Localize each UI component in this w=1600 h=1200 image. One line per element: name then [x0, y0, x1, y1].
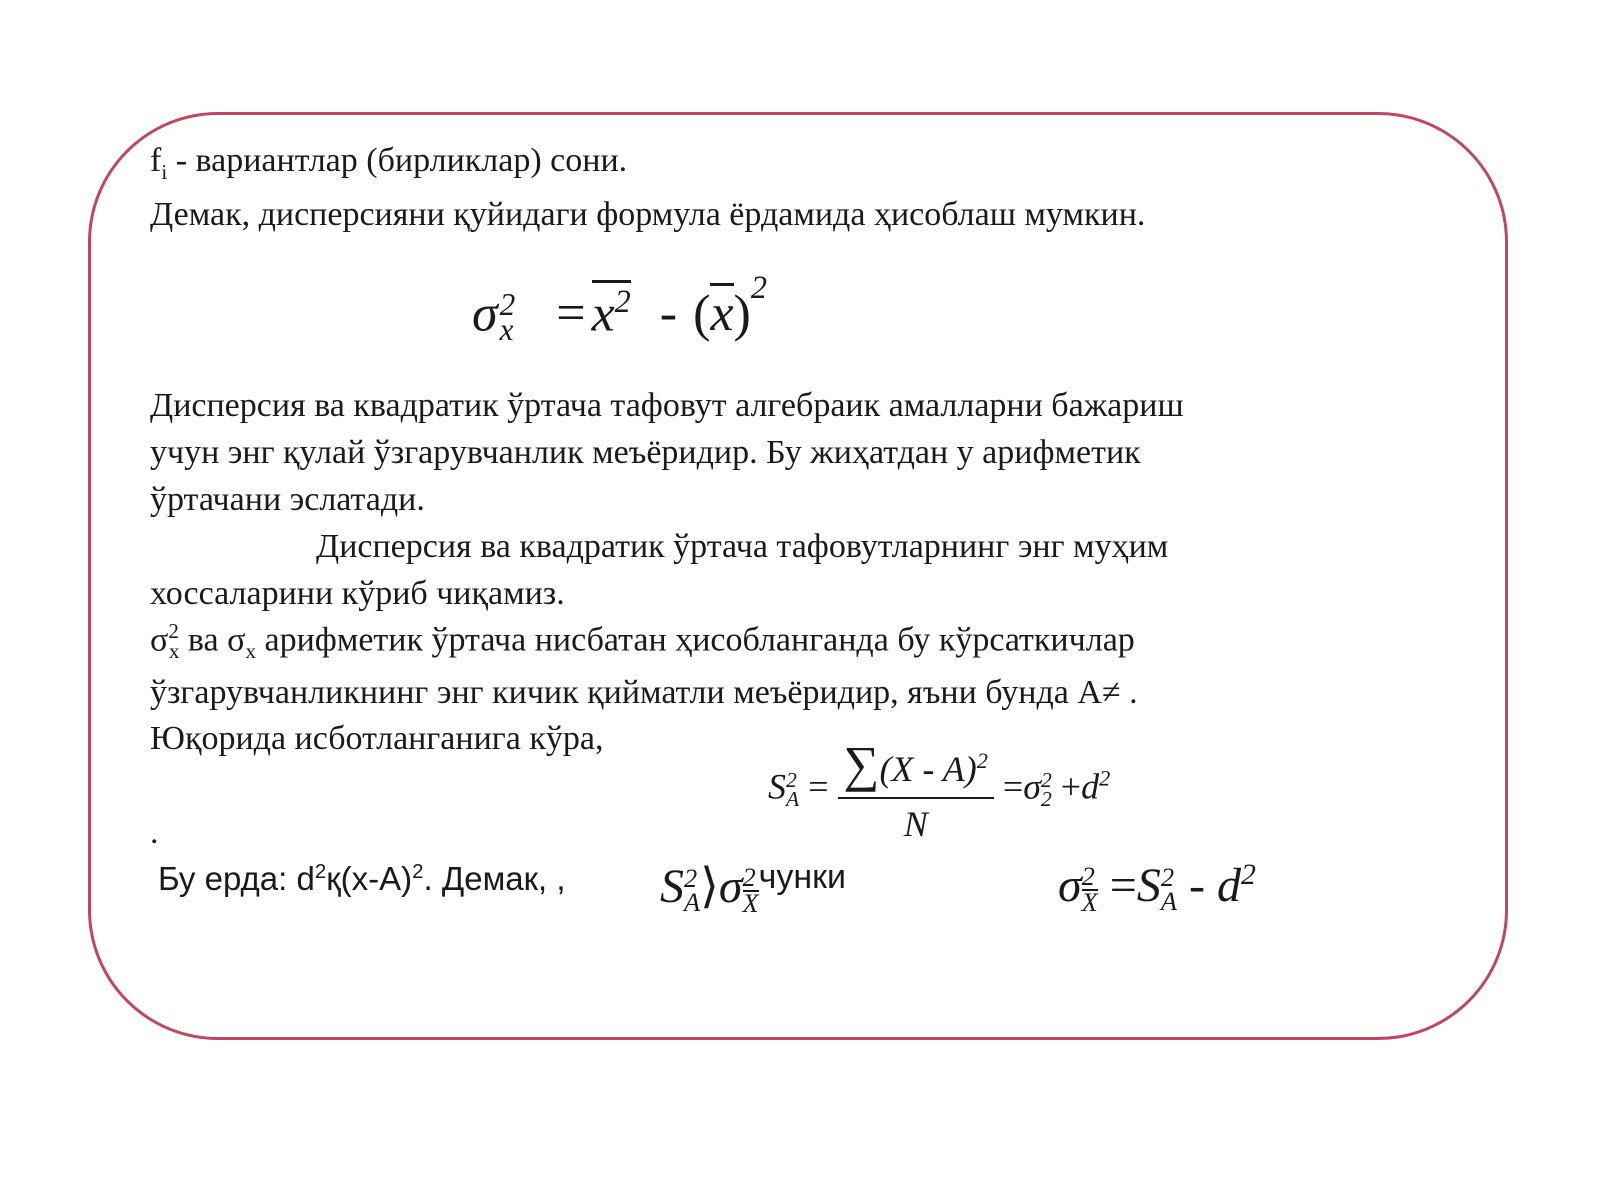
- line-bottom: Бу ерда: $d^2қ(x-A)^2$. Демак, ,: [158, 860, 566, 897]
- paragraph-properties: Дисперсия ва квадратик ўртача тафовут алгебраик амалларни бажариш учун энг қулай ўзгарувчанлик меъёридир. Бу жиҳатдан у арифметик ўртачани эслатади. Дисперсия ва квадратик ўртача тафовутларнинг энг муҳим хоссаларини кўриб чиқамиз.: [150, 387, 1184, 612]
- line-minimal: ўзгарувчанликнинг энг кичик қийматли меъёридир, яъни бунда А≠ .: [150, 674, 1138, 711]
- line-above: Юқорида исботланганига кўра,: [150, 720, 604, 757]
- formula-sigma-x: σ $\frac{2}{X}$ =S 2 A - $d^2$: [1058, 858, 1256, 917]
- line-formula-intro: Демак, дисперсияни қуйидаги формула ёрдамида ҳисоблаш мумкин.: [150, 196, 1146, 233]
- formula-sa-squared: S 2 A = $\frac{\sum(X - A)^2}{N}$ =σ 2 2 $+d^2$: [768, 736, 1111, 844]
- line-variants: $f_i$ - вариантлар (бирликлар) сони.: [150, 142, 628, 184]
- variance-formula: σ 2 x = $x^2 - (x)^2$: [472, 269, 767, 348]
- dot: .: [150, 814, 159, 851]
- line-sigma: $\sigma^2_x$ ва $\sigma_x$ арифметик ўртача нисбатан ҳисобланганда бу кўрсаткичлар: [150, 619, 1135, 664]
- formula-inequality: S 2 A ⟩σ $\frac{2}{X}$ $^{чунки}$: [660, 858, 847, 918]
